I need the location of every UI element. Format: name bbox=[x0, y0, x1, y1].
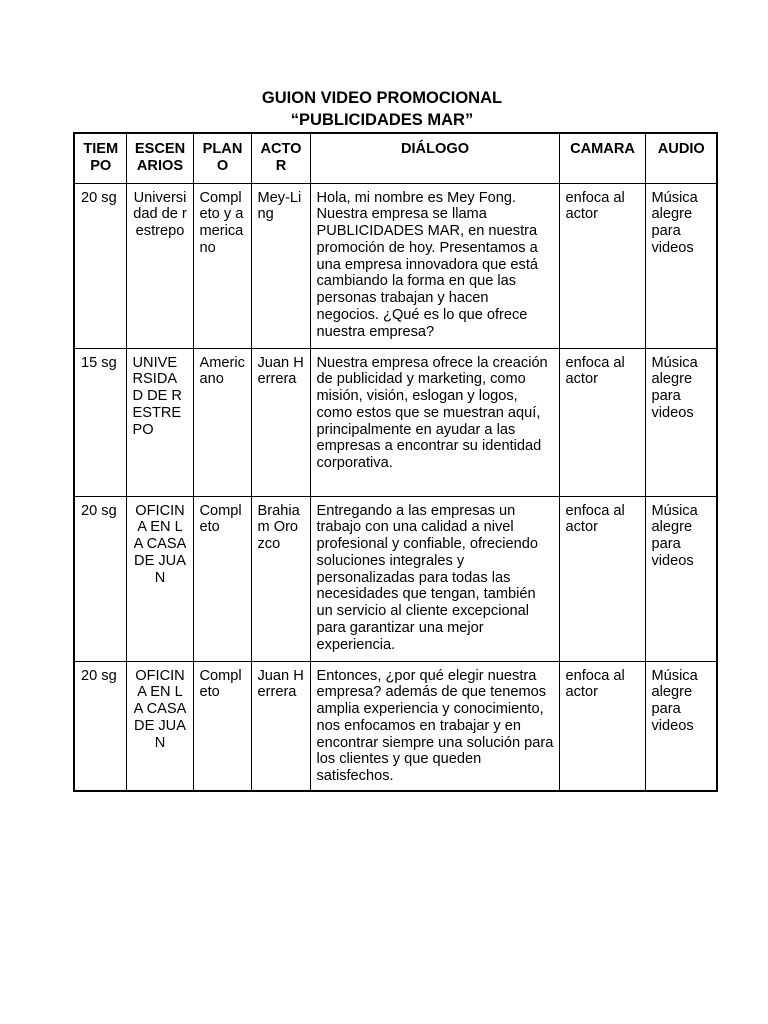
cell-audio: Música alegre para videos bbox=[645, 496, 717, 661]
cell-plano: Completo bbox=[193, 496, 251, 661]
cell-audio: Música alegre para videos bbox=[645, 661, 717, 791]
cell-dialogo: Entregando a las empresas un trabajo con una calidad a nivel profesional y confiable, ofreciendo soluciones integrales y personalizadas para todas las necesidades que tengan, también un servicio al cliente excepcional para garantizar una mejor experiencia. bbox=[310, 496, 559, 661]
cell-tiempo: 20 sg bbox=[74, 661, 126, 791]
cell-escenario: OFICINA EN LA CASA DE JUAN bbox=[126, 496, 193, 661]
cell-actor: Mey-Ling bbox=[251, 183, 310, 348]
document-subtitle: “PUBLICIDADES MAR” bbox=[290, 111, 474, 129]
cell-camara: enfoca al actor bbox=[559, 496, 645, 661]
cell-camara: enfoca al actor bbox=[559, 348, 645, 496]
cell-escenario: Universidad de restrepo bbox=[126, 183, 193, 348]
cell-actor: Juan Herrera bbox=[251, 661, 310, 791]
cell-escenario: OFICINA EN LA CASA DE JUAN bbox=[126, 661, 193, 791]
cell-actor: Juan Herrera bbox=[251, 348, 310, 496]
script-table bbox=[73, 132, 718, 792]
header-camara: CAMARA bbox=[559, 133, 645, 183]
cell-dialogo: Hola, mi nombre es Mey Fong. Nuestra empresa se llama PUBLICIDADES MAR, en nuestra promoción de hoy. Presentamos a una empresa innovadora que está cambiando la forma en que las personas trabajan y hacen negocios. ¿Qué es lo que ofrece nuestra empresa? bbox=[310, 183, 559, 348]
cell-dialogo: Nuestra empresa ofrece la creación de publicidad y marketing, como misión, visión, eslogan y logos, como estos que se muestran aquí, principalmente en ayudar a las empresas a encontrar su identidad corporativa. bbox=[310, 348, 559, 496]
cell-audio: Música alegre para videos bbox=[645, 183, 717, 348]
document-title: GUION VIDEO PROMOCIONAL bbox=[261, 89, 503, 107]
cell-camara: enfoca al actor bbox=[559, 183, 645, 348]
header-dialogo: DIÁLOGO bbox=[310, 133, 559, 183]
table-row bbox=[74, 496, 717, 661]
cell-actor: Brahiam Orozco bbox=[251, 496, 310, 661]
cell-dialogo: Entonces, ¿por qué elegir nuestra empresa? además de que tenemos amplia experiencia y conocimiento, nos enfocamos en trabajar y en encontrar siempre una solución para los clientes y que queden satisfechos. bbox=[310, 661, 559, 791]
header-escenarios: ESCENARIOS bbox=[126, 133, 193, 183]
cell-camara: enfoca al actor bbox=[559, 661, 645, 791]
cell-audio: Música alegre para videos bbox=[645, 348, 717, 496]
cell-escenario: UNIVERSIDAD DE RESTREPO bbox=[126, 348, 193, 496]
cell-plano: Completo bbox=[193, 661, 251, 791]
header-tiempo: TIEMPO bbox=[74, 133, 126, 183]
table-row bbox=[74, 661, 717, 791]
table-row bbox=[74, 348, 717, 496]
table-header-row bbox=[74, 133, 717, 183]
header-actor: ACTOR bbox=[251, 133, 310, 183]
header-plano: PLANO bbox=[193, 133, 251, 183]
cell-tiempo: 15 sg bbox=[74, 348, 126, 496]
cell-tiempo: 20 sg bbox=[74, 496, 126, 661]
table-row bbox=[74, 183, 717, 348]
header-audio: AUDIO bbox=[645, 133, 717, 183]
cell-tiempo: 20 sg bbox=[74, 183, 126, 348]
cell-plano: Americano bbox=[193, 348, 251, 496]
cell-plano: Completo y americano bbox=[193, 183, 251, 348]
